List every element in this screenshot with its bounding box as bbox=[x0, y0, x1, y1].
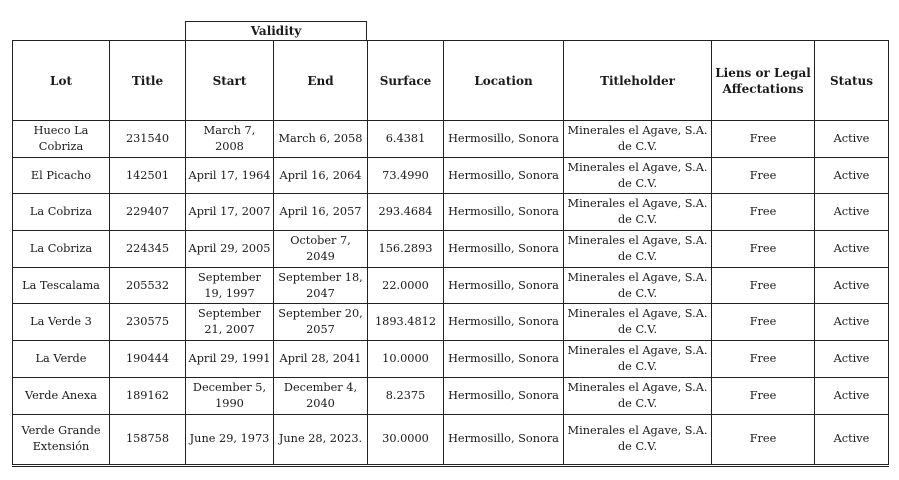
cell-end: October 7, 2049 bbox=[274, 231, 368, 268]
cell-surface: 156.2893 bbox=[368, 231, 444, 268]
header-status: Status bbox=[815, 41, 889, 121]
cell-liens: Free bbox=[712, 231, 815, 268]
header-row bbox=[13, 41, 889, 121]
cell-status: Active bbox=[815, 121, 889, 158]
cell-liens: Free bbox=[712, 341, 815, 378]
cell-lot: Hueco La Cobriza bbox=[13, 121, 110, 158]
table-row bbox=[13, 267, 889, 304]
cell-status: Active bbox=[815, 267, 889, 304]
cell-lot: Verde Anexa bbox=[13, 377, 110, 414]
cell-location: Hermosillo, Sonora bbox=[444, 157, 564, 194]
cell-status: Active bbox=[815, 157, 889, 194]
cell-lot: Verde Grande Extensión bbox=[13, 414, 110, 465]
cell-location: Hermosillo, Sonora bbox=[444, 194, 564, 231]
cell-title: 231540 bbox=[110, 121, 186, 158]
cell-titleholder: Minerales el Agave, S.A. de C.V. bbox=[564, 121, 712, 158]
table-row bbox=[13, 304, 889, 341]
cell-location: Hermosillo, Sonora bbox=[444, 231, 564, 268]
cell-status: Active bbox=[815, 414, 889, 465]
header-titleholder: Titleholder bbox=[564, 41, 712, 121]
cell-start: September 19, 1997 bbox=[186, 267, 274, 304]
cell-location: Hermosillo, Sonora bbox=[444, 267, 564, 304]
table-row bbox=[13, 341, 889, 378]
header-surface: Surface bbox=[368, 41, 444, 121]
cell-status: Active bbox=[815, 377, 889, 414]
cell-surface: 8.2375 bbox=[368, 377, 444, 414]
cell-surface: 10.0000 bbox=[368, 341, 444, 378]
cell-titleholder: Minerales el Agave, S.A. de C.V. bbox=[564, 304, 712, 341]
cell-end: September 20, 2057 bbox=[274, 304, 368, 341]
cell-title: 158758 bbox=[110, 414, 186, 465]
cell-surface: 22.0000 bbox=[368, 267, 444, 304]
cell-end: June 28, 2023. bbox=[274, 414, 368, 465]
cell-lot: La Verde 3 bbox=[13, 304, 110, 341]
table-row bbox=[13, 121, 889, 158]
cell-lot: La Verde bbox=[13, 341, 110, 378]
cell-liens: Free bbox=[712, 121, 815, 158]
cell-titleholder: Minerales el Agave, S.A. de C.V. bbox=[564, 414, 712, 465]
table-row bbox=[13, 194, 889, 231]
cell-location: Hermosillo, Sonora bbox=[444, 121, 564, 158]
cell-surface: 1893.4812 bbox=[368, 304, 444, 341]
cell-title: 205532 bbox=[110, 267, 186, 304]
table-row bbox=[13, 231, 889, 268]
cell-titleholder: Minerales el Agave, S.A. de C.V. bbox=[564, 194, 712, 231]
header-end: End bbox=[274, 41, 368, 121]
table-row bbox=[13, 414, 889, 465]
validity-group-header: Validity bbox=[185, 21, 367, 40]
table-row bbox=[13, 157, 889, 194]
cell-status: Active bbox=[815, 304, 889, 341]
cell-title: 229407 bbox=[110, 194, 186, 231]
cell-start: April 29, 1991 bbox=[186, 341, 274, 378]
cell-titleholder: Minerales el Agave, S.A. de C.V. bbox=[564, 341, 712, 378]
cell-title: 142501 bbox=[110, 157, 186, 194]
cell-titleholder: Minerales el Agave, S.A. de C.V. bbox=[564, 231, 712, 268]
header-lot: Lot bbox=[13, 41, 110, 121]
cell-title: 224345 bbox=[110, 231, 186, 268]
cell-surface: 293.4684 bbox=[368, 194, 444, 231]
cell-liens: Free bbox=[712, 304, 815, 341]
header-start: Start bbox=[186, 41, 274, 121]
cell-lot: La Tescalama bbox=[13, 267, 110, 304]
header-title: Title bbox=[110, 41, 186, 121]
table-row bbox=[13, 377, 889, 414]
cell-start: December 5, 1990 bbox=[186, 377, 274, 414]
cell-title: 190444 bbox=[110, 341, 186, 378]
cell-lot: La Cobriza bbox=[13, 231, 110, 268]
header-location: Location bbox=[444, 41, 564, 121]
cell-status: Active bbox=[815, 341, 889, 378]
cell-start: September 21, 2007 bbox=[186, 304, 274, 341]
cell-end: April 16, 2057 bbox=[274, 194, 368, 231]
cell-start: April 17, 2007 bbox=[186, 194, 274, 231]
cell-start: April 17, 1964 bbox=[186, 157, 274, 194]
cell-title: 189162 bbox=[110, 377, 186, 414]
cell-end: December 4, 2040 bbox=[274, 377, 368, 414]
cell-location: Hermosillo, Sonora bbox=[444, 304, 564, 341]
cell-liens: Free bbox=[712, 194, 815, 231]
cell-titleholder: Minerales el Agave, S.A. de C.V. bbox=[564, 377, 712, 414]
cell-start: March 7, 2008 bbox=[186, 121, 274, 158]
cell-titleholder: Minerales el Agave, S.A. de C.V. bbox=[564, 267, 712, 304]
cell-surface: 73.4990 bbox=[368, 157, 444, 194]
cell-location: Hermosillo, Sonora bbox=[444, 377, 564, 414]
cell-start: April 29, 2005 bbox=[186, 231, 274, 268]
cell-liens: Free bbox=[712, 267, 815, 304]
cell-liens: Free bbox=[712, 157, 815, 194]
cell-surface: 30.0000 bbox=[368, 414, 444, 465]
cell-titleholder: Minerales el Agave, S.A. de C.V. bbox=[564, 157, 712, 194]
cell-surface: 6.4381 bbox=[368, 121, 444, 158]
cell-lot: La Cobriza bbox=[13, 194, 110, 231]
cell-location: Hermosillo, Sonora bbox=[444, 414, 564, 465]
cell-location: Hermosillo, Sonora bbox=[444, 341, 564, 378]
cell-liens: Free bbox=[712, 414, 815, 465]
cell-end: March 6, 2058 bbox=[274, 121, 368, 158]
cell-start: June 29, 1973 bbox=[186, 414, 274, 465]
cell-status: Active bbox=[815, 231, 889, 268]
cell-end: September 18, 2047 bbox=[274, 267, 368, 304]
cell-end: April 28, 2041 bbox=[274, 341, 368, 378]
mining-lots-table bbox=[12, 40, 889, 467]
cell-status: Active bbox=[815, 194, 889, 231]
cell-title: 230575 bbox=[110, 304, 186, 341]
cell-end: April 16, 2064 bbox=[274, 157, 368, 194]
cell-liens: Free bbox=[712, 377, 815, 414]
header-liens: Liens or Legal Affectations bbox=[712, 41, 815, 121]
cell-lot: El Picacho bbox=[13, 157, 110, 194]
